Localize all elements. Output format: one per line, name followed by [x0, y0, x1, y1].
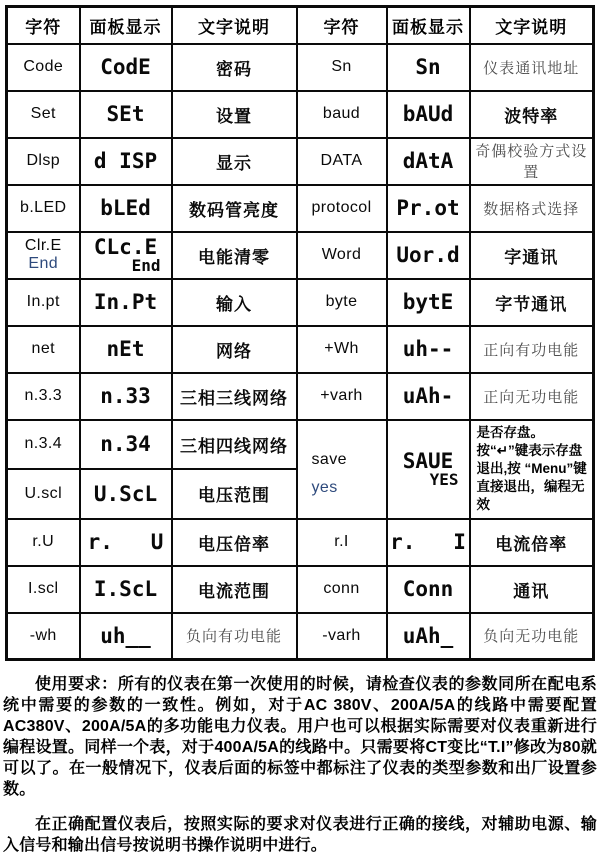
- char-cell: Sn: [297, 44, 387, 91]
- char-cell: -wh: [7, 613, 80, 660]
- panel-display-cell: [387, 420, 470, 519]
- char-cell: Set: [7, 91, 80, 138]
- panel-display-cell: uAh-: [387, 373, 470, 420]
- description-cell: 数据格式选择: [470, 185, 594, 232]
- description-cell: 网络: [172, 326, 297, 373]
- char-line-2: End: [28, 255, 59, 272]
- table-row: [7, 373, 594, 420]
- manual-page: [0, 5, 600, 855]
- panel-display-cell: Conn: [387, 566, 470, 613]
- char-cell: -varh: [297, 613, 387, 660]
- description-cell: 电能清零: [172, 232, 297, 279]
- char-cell: DATA: [297, 138, 387, 185]
- table-row: [7, 138, 594, 185]
- panel-display-cell: nEt: [80, 326, 172, 373]
- description-cell: 三相三线网络: [172, 373, 297, 420]
- panel-display-cell: d ISP: [80, 138, 172, 185]
- panel-display-cell: uAh_: [387, 613, 470, 660]
- table-row: [7, 519, 594, 566]
- char-line-2: yes: [311, 479, 338, 497]
- table-row: [7, 185, 594, 232]
- table-row: [7, 566, 594, 613]
- char-cell: conn: [297, 566, 387, 613]
- description-cell: 波特率: [470, 91, 594, 138]
- header-char-right: 字符: [297, 7, 387, 44]
- description-cell: 是否存盘。按“↵”键表示存盘退出,按 “Menu”键直接退出，编程无效: [470, 420, 594, 519]
- description-cell: 字通讯: [470, 232, 594, 279]
- panel-line-2: End: [131, 255, 161, 275]
- description-cell: 电压倍率: [172, 519, 297, 566]
- panel-line-1: CLc.E: [93, 234, 158, 259]
- table-row: [7, 326, 594, 373]
- table-row: [7, 420, 594, 470]
- header-char-left: 字符: [7, 7, 80, 44]
- description-cell: 正向无功电能: [470, 373, 594, 420]
- char-cell: Dlsp: [7, 138, 80, 185]
- char-cell: U.scl: [7, 469, 80, 519]
- char-cell: [7, 232, 80, 279]
- char-cell: In.pt: [7, 279, 80, 326]
- char-line-1: save: [311, 450, 347, 468]
- panel-display-cell: Sn: [387, 44, 470, 91]
- panel-display-cell: dAtA: [387, 138, 470, 185]
- description-cell: 密码: [172, 44, 297, 91]
- char-cell: r.U: [7, 519, 80, 566]
- char-cell: r.I: [297, 519, 387, 566]
- panel-display-cell: n.34: [80, 420, 172, 470]
- panel-display-cell: r. I: [387, 519, 470, 566]
- panel-display-cell: n.33: [80, 373, 172, 420]
- panel-display-cell: [80, 232, 172, 279]
- panel-display-cell: bAUd: [387, 91, 470, 138]
- table-row: [7, 613, 594, 660]
- char-cell: n.3.4: [7, 420, 80, 470]
- char-cell: I.scl: [7, 566, 80, 613]
- char-cell: Code: [7, 44, 80, 91]
- description-cell: 输入: [172, 279, 297, 326]
- description-cell: 通讯: [470, 566, 594, 613]
- header-desc-left: 文字说明: [172, 7, 297, 44]
- table-row: [7, 232, 594, 279]
- char-cell: b.LED: [7, 185, 80, 232]
- description-cell: 字节通讯: [470, 279, 594, 326]
- char-cell: [297, 420, 387, 519]
- parameter-code-table: [5, 5, 595, 661]
- panel-display-cell: r. U: [80, 519, 172, 566]
- panel-display-cell: uh__: [80, 613, 172, 660]
- panel-display-cell: In.Pt: [80, 279, 172, 326]
- panel-display-cell: U.ScL: [80, 469, 172, 519]
- panel-display-cell: uh--: [387, 326, 470, 373]
- panel-display-cell: CodE: [80, 44, 172, 91]
- usage-note-paragraph-2: 在正确配置仪表后，按照实际的要求对仪表进行正确的接线，对辅助电源、输入信号和输出信号按说明书操作说明中进行。: [3, 816, 597, 855]
- usage-note-paragraph-1: 使用要求：所有的仪表在第一次使用的时候，请检查仪表的参数同所在配电系统中需要的参数的一致性。例如，对于AC 380V、200A/5A的线路中需要配置AC380V、200A/5A的多功能电力仪表。用户也可以根据实际需要对仪表重新进行编程设置。同样一个表，对于400A/5A的线路中。只需要将CT变比“T.I”修改为80就可以了。在一般情况下，仪表后面的标签中都标注了仪表的类型参数和出厂设置参数。: [3, 676, 597, 799]
- description-cell: 数码管亮度: [172, 185, 297, 232]
- char-cell: Word: [297, 232, 387, 279]
- char-cell: byte: [297, 279, 387, 326]
- description-cell: 负向无功电能: [470, 613, 594, 660]
- description-cell: 仪表通讯地址: [470, 44, 594, 91]
- panel-display-cell: bytE: [387, 279, 470, 326]
- description-cell: 设置: [172, 91, 297, 138]
- char-cell: protocol: [297, 185, 387, 232]
- description-cell: 显示: [172, 138, 297, 185]
- header-panel-left: 面板显示: [80, 7, 172, 44]
- panel-display-cell: Uor.d: [387, 232, 470, 279]
- description-cell: 三相四线网络: [172, 420, 297, 470]
- panel-display-cell: I.ScL: [80, 566, 172, 613]
- table-row: [7, 91, 594, 138]
- char-cell: +Wh: [297, 326, 387, 373]
- table-header-row: [7, 7, 594, 44]
- panel-display-cell: SEt: [80, 91, 172, 138]
- header-panel-right: 面板显示: [387, 7, 470, 44]
- char-line-1: Clr.E: [24, 236, 62, 254]
- description-cell: 奇偶校验方式设置: [470, 138, 594, 185]
- description-cell: 电压范围: [172, 469, 297, 519]
- description-cell: 电流倍率: [470, 519, 594, 566]
- panel-display-cell: Pr.ot: [387, 185, 470, 232]
- panel-line-2: YES: [429, 469, 459, 489]
- table-row: [7, 44, 594, 91]
- header-desc-right: 文字说明: [470, 7, 594, 44]
- char-cell: n.3.3: [7, 373, 80, 420]
- char-cell: net: [7, 326, 80, 373]
- char-cell: +varh: [297, 373, 387, 420]
- description-cell: 负向有功电能: [172, 613, 297, 660]
- description-cell: 电流范围: [172, 566, 297, 613]
- usage-notes: [3, 674, 597, 856]
- table-row: [7, 279, 594, 326]
- panel-display-cell: bLEd: [80, 185, 172, 232]
- description-cell: 正向有功电能: [470, 326, 594, 373]
- panel-line-1: SAUE: [402, 448, 454, 473]
- char-cell: baud: [297, 91, 387, 138]
